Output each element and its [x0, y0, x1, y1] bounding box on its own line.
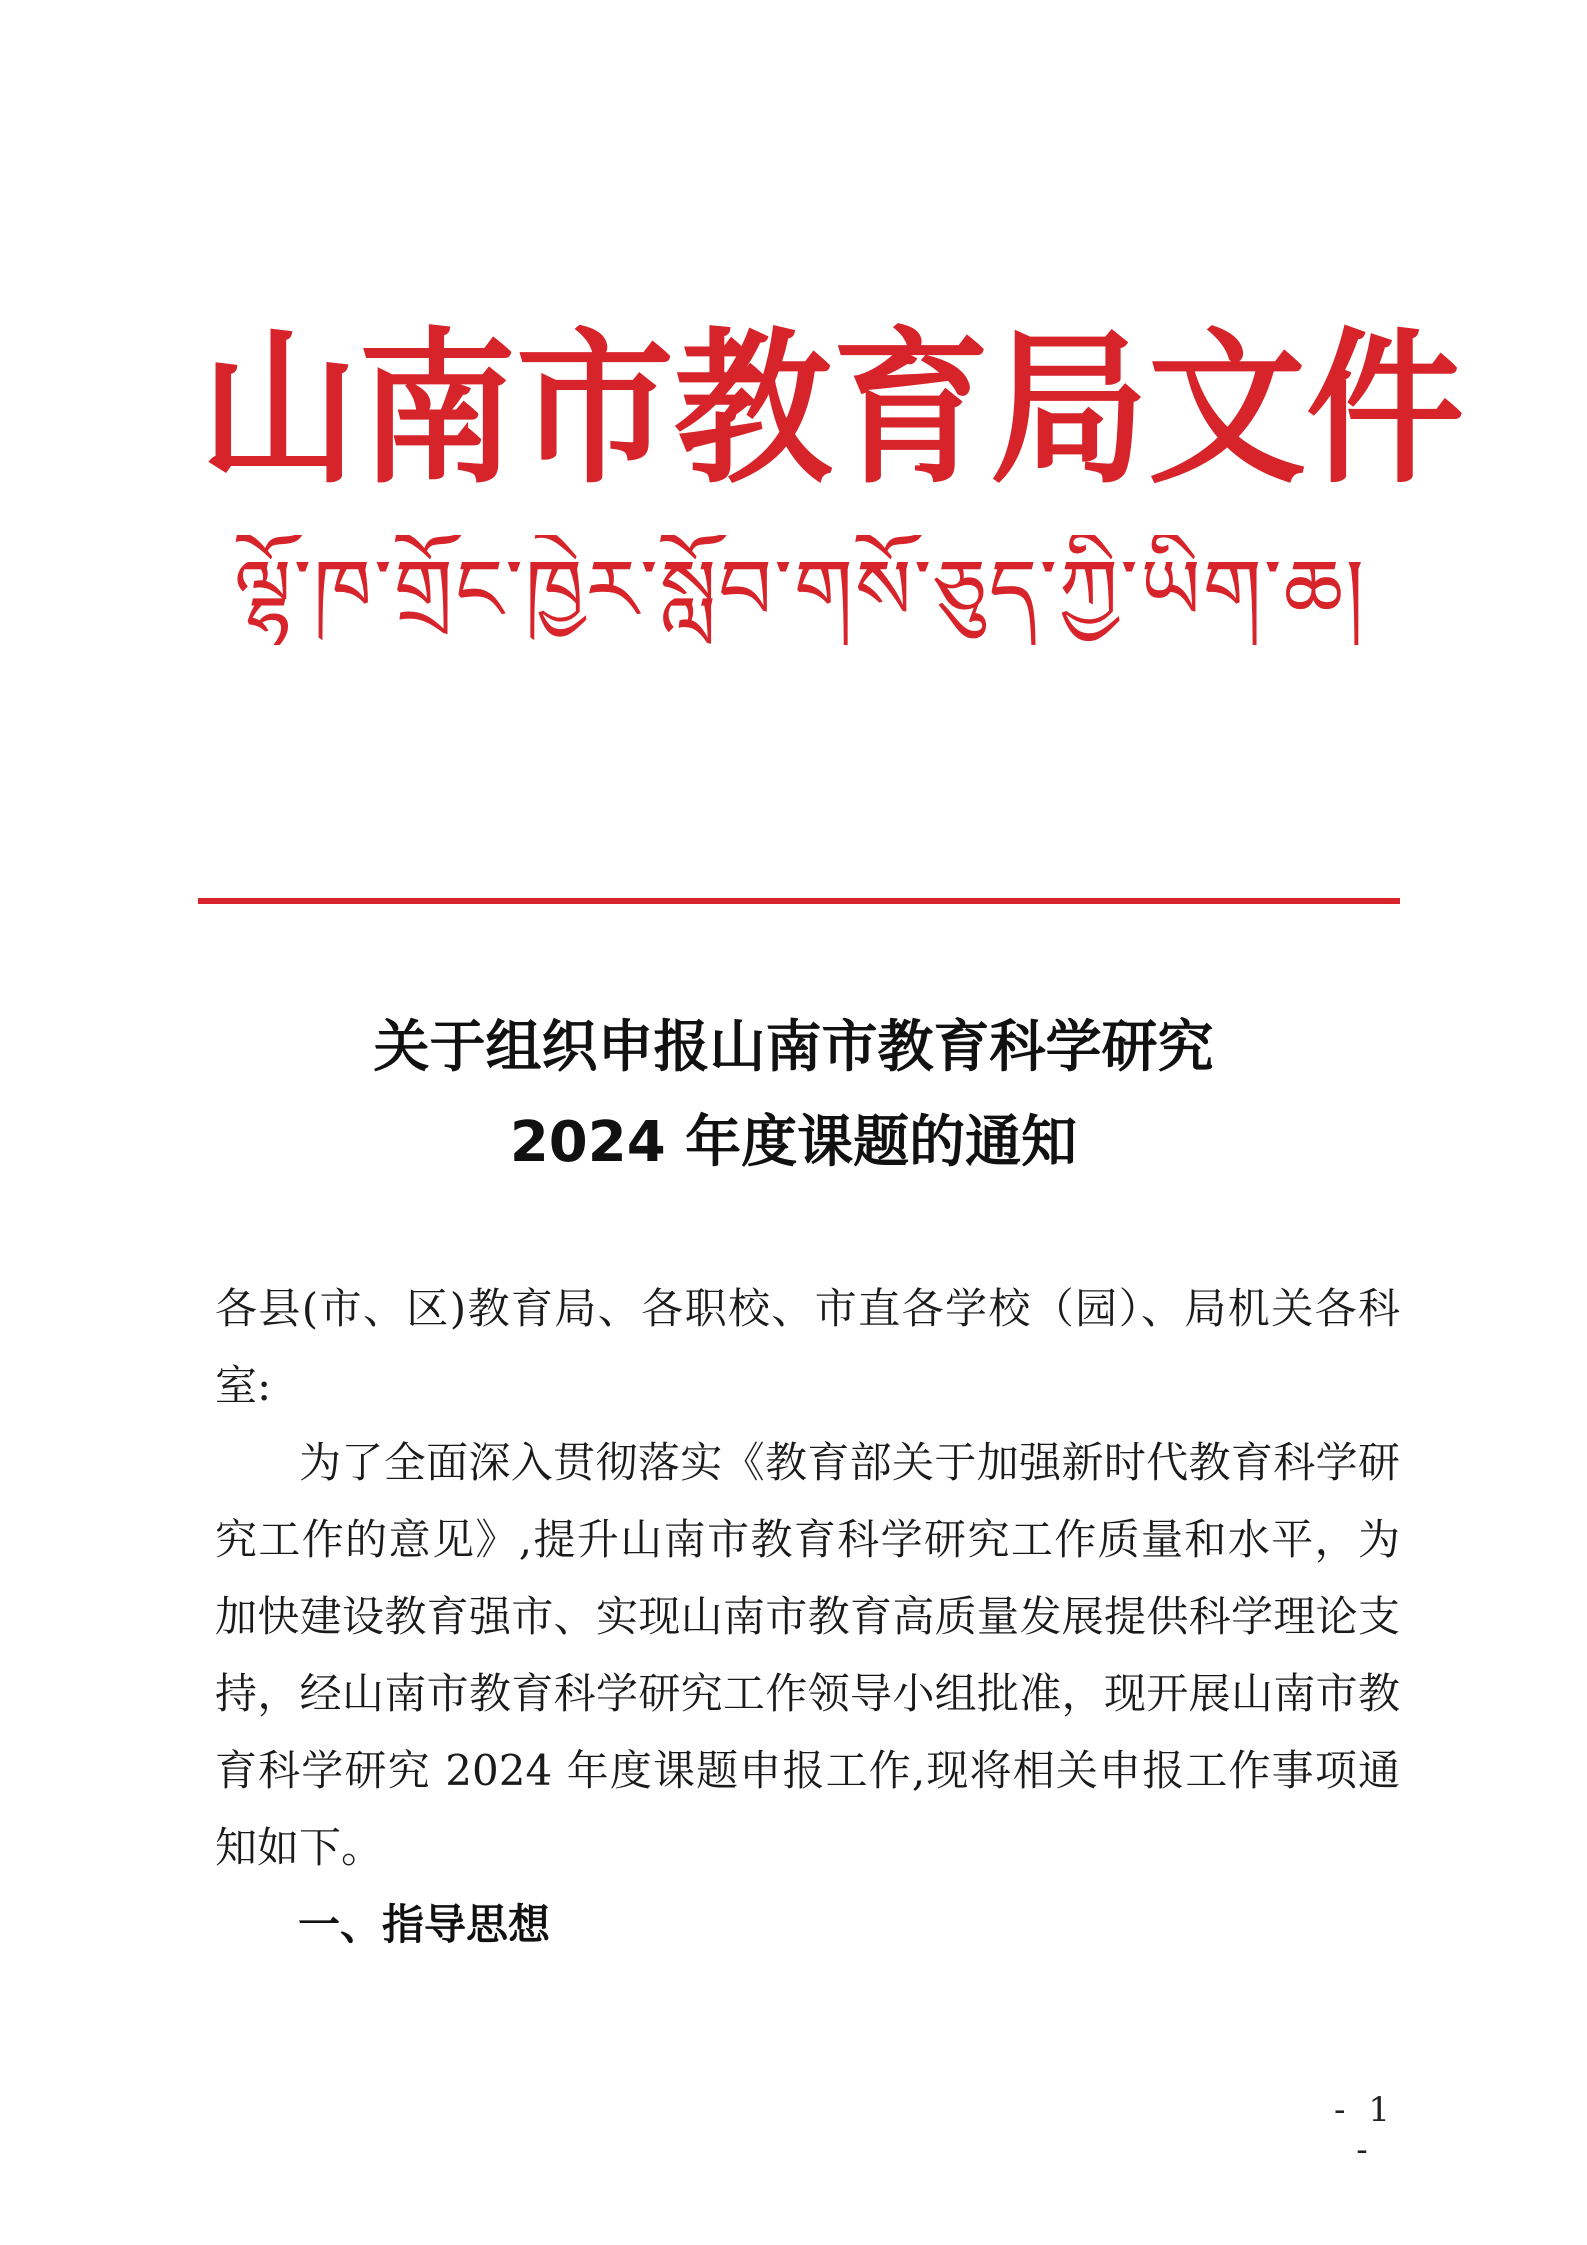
addressee: 各县(市、区)教育局、各职校、市直各学校（园）、局机关各科室: — [215, 1284, 1400, 1410]
masthead-char: 市 — [516, 312, 674, 507]
masthead-char: 局 — [990, 312, 1148, 507]
masthead-tibetan-title: ལྷོ་ཁ་གྲོང་ཁྱེར་སློབ་གསོ་ཅུད་ཀྱི་ཡིག་ཆ། — [234, 541, 1366, 639]
section-heading: 一、指导思想 — [298, 1900, 551, 1949]
document-title-line-1: 关于组织申报山南市教育科学研究 — [373, 1015, 1214, 1080]
masthead-char: 育 — [832, 312, 990, 507]
red-separator-line — [198, 898, 1400, 904]
document-title-line-2: 2024 年度课题的通知 — [509, 1110, 1078, 1175]
masthead-chinese-title — [200, 312, 1464, 507]
masthead-char: 件 — [1306, 312, 1464, 507]
body-paragraph: 为了全面深入贯彻落实《教育部关于加强新时代教育科学研究工作的意见》,提升山南市教育科学研究工作质量和水平，为加快建设教育强市、实现山南市教育高质量发展提供科学理论支持，经山南市教育科学研究工作领导小组批准，现开展山南市教育科学研究 2024 年度课题申报工作,现将相关申报工作事项通知如下。 — [215, 1438, 1400, 1872]
masthead-char: 山 — [200, 312, 358, 507]
masthead-char: 教 — [674, 312, 832, 507]
page-number: - 1 - — [1334, 2090, 1396, 2170]
masthead-char: 文 — [1148, 312, 1306, 507]
masthead-char: 南 — [358, 312, 516, 507]
